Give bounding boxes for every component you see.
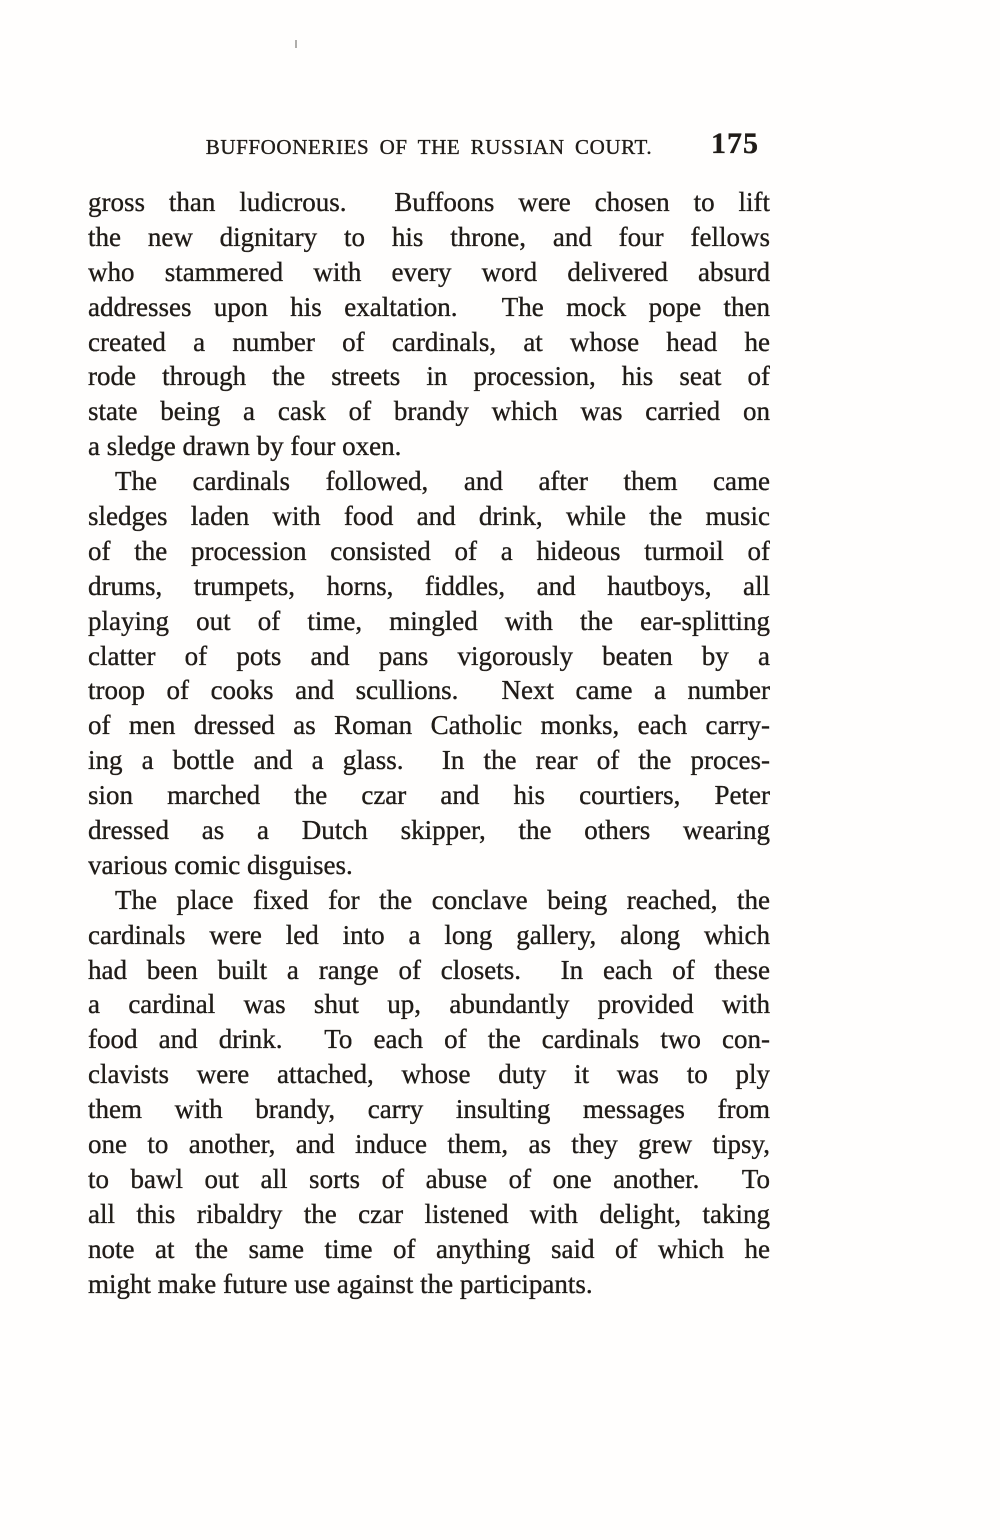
text-line: them with brandy, carry insulting messages from — [88, 1094, 770, 1125]
text-line: who stammered with every word delivered absurd — [88, 256, 770, 287]
text-line: playing out of time, mingled with the ear-splitting — [88, 605, 770, 636]
text-line: troop of cooks and scullions. Next came a number — [88, 675, 770, 706]
text-line: all this ribaldry the czar listened with delight, taking — [88, 1198, 770, 1229]
text-line: ing a bottle and a glass. In the rear of the proces- — [88, 745, 770, 776]
text-line: sledges laden with food and drink, while the music — [88, 501, 770, 532]
text-line: drums, trumpets, horns, fiddles, and hautboys, all — [88, 570, 770, 601]
text-line: had been built a range of closets. In each of these — [88, 954, 770, 985]
text-line: state being a cask of brandy which was carried on — [88, 396, 770, 427]
paragraph — [88, 883, 770, 1302]
text-line: gross than ludicrous. Buffoons were chosen to lift — [88, 187, 770, 217]
text-line: dressed as a Dutch skipper, the others wearing — [88, 815, 770, 846]
page-number: 175 — [711, 127, 759, 160]
text-line: created a number of cardinals, at whose head he — [88, 326, 770, 357]
scan-speck — [295, 40, 297, 48]
text-line: a sledge drawn by four oxen. — [88, 431, 402, 462]
text-line: The place fixed for the conclave being reached, the — [115, 884, 770, 915]
text-line: food and drink. To each of the cardinals two con- — [88, 1024, 770, 1055]
text-line: to bawl out all sorts of abuse of one another. To — [88, 1163, 770, 1194]
text-line: The cardinals followed, and after them came — [115, 466, 770, 497]
paragraph — [88, 464, 770, 883]
paragraph — [88, 185, 770, 464]
text-line: rode through the streets in procession, his seat of — [88, 361, 770, 392]
text-line: sion marched the czar and his courtiers, Peter — [88, 780, 770, 811]
text-line: clavists were attached, whose duty it was to ply — [88, 1059, 770, 1090]
text-line: note at the same time of anything said of which he — [88, 1233, 770, 1264]
text-line: might make future use against the participants. — [88, 1268, 593, 1299]
text-line: of men dressed as Roman Catholic monks, each carry- — [88, 710, 770, 741]
text-line: addresses upon his exaltation. The mock pope then — [88, 291, 770, 322]
text-line: clatter of pots and pans vigorously beaten by a — [88, 640, 770, 671]
text-line: a cardinal was shut up, abundantly provided with — [88, 989, 770, 1020]
text-line: the new dignitary to his throne, and four fellows — [88, 221, 770, 252]
text-line: one to another, and induce them, as they grew tipsy, — [88, 1129, 770, 1160]
page-body — [88, 185, 770, 1302]
text-line: various comic disguises. — [88, 849, 353, 880]
running-title: BUFFOONERIES OF THE RUSSIAN COURT. — [205, 135, 653, 159]
text-line: cardinals were led into a long gallery, along which — [88, 919, 770, 950]
text-line: of the procession consisted of a hideous turmoil of — [88, 535, 770, 566]
page-header — [88, 127, 770, 164]
